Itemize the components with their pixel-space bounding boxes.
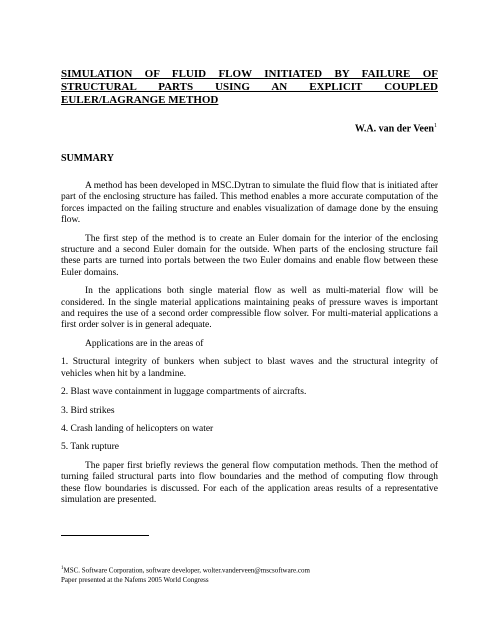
footnote-block	[61, 564, 441, 585]
summary-body	[61, 181, 438, 513]
author-name: W.A. van der Veen	[354, 123, 434, 135]
summary-heading: SUMMARY	[61, 153, 114, 164]
application-item-4: 4. Crash landing of helicopters on water	[61, 423, 214, 434]
footnote-divider	[61, 535, 149, 536]
closing-paragraph: The paper first briefly reviews the general flow computation methods. Then the method of turning failed structural parts into flow boundaries and the method of computing flow through these flow boundaries is discussed. For each of the application areas results of a representative simulation are presented.	[61, 460, 438, 505]
paper-title: SIMULATION OF FLUID FLOW INITIATED BY FAILURE OF STRUCTURAL PARTS USING AN EXPLICIT COUPLED EULER/LAGRANGE METHOD	[61, 68, 438, 106]
applications-intro: Applications are in the areas of	[85, 338, 204, 349]
application-item-5: 5. Tank rupture	[61, 442, 119, 453]
summary-paragraph-1: A method has been developed in MSC.Dytran to simulate the fluid flow that is initiated after part of the enclosing structure has failed. This method enables a more accurate computation of the forces impacted on the failing structure and enables visualization of damage done by the ensuing flow.	[61, 181, 438, 226]
footnote-mark: 1	[61, 566, 64, 571]
application-item-3: 3. Bird strikes	[61, 405, 115, 416]
footnote-affiliation	[61, 564, 441, 575]
footnote-affiliation-text: MSC. Software Corporation, software developer, wolter.vanderveen@mscsoftware.com	[63, 566, 310, 575]
summary-paragraph-2: The first step of the method is to create an Euler domain for the interior of the enclosing structure and a second Euler domain for the outside. When parts of the enclosing structure fail these parts are turned into portals between the two Euler domains and enable flow between these Euler domains.	[61, 233, 438, 278]
author-line	[355, 120, 437, 135]
author-footnote-mark: 1	[434, 123, 437, 129]
application-item-2: 2. Blast wave containment in luggage compartments of aircrafts.	[61, 387, 307, 398]
summary-paragraph-3: In the applications both single material flow as well as multi-material flow will be considered. In the single material applications maintaining peaks of pressure waves is important and requires the use of a second order compressible flow solver. For multi-material applications a first order solver is in general adequate.	[61, 286, 438, 331]
footnote-presented: Paper presented at the Nafems 2005 World Congress	[61, 576, 209, 585]
application-item-1: 1. Structural integrity of bunkers when subject to blast waves and the structural integrity of vehicles when hit by a landmine.	[61, 357, 438, 379]
